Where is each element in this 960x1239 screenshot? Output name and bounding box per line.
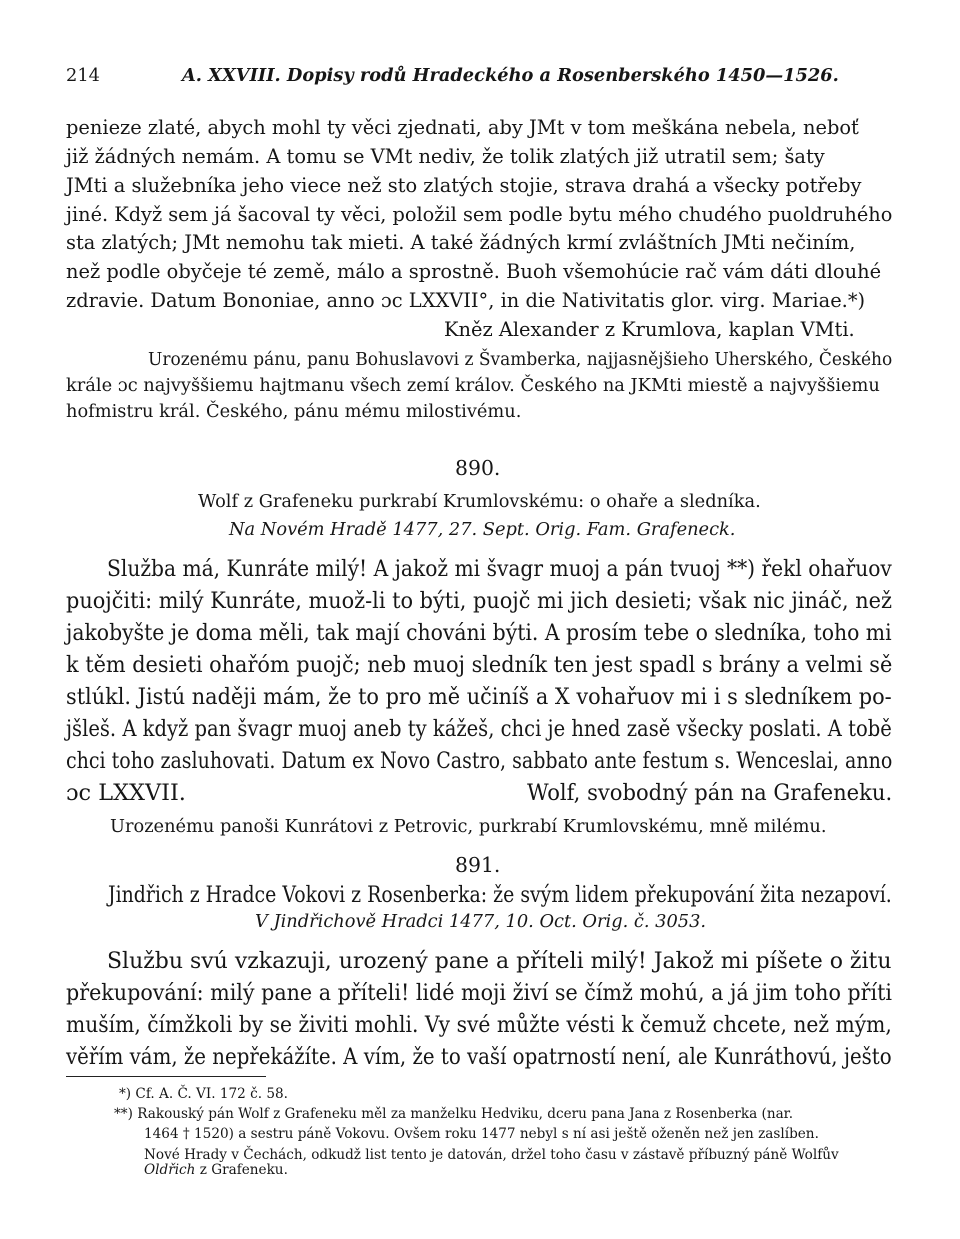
text-line: Službu svú vzkazuji, urozený pane a příteli milý! Jakož mi píšete o žitu xyxy=(107,948,892,974)
signature: Wolf, svobodný pán na Grafeneku. xyxy=(527,780,893,806)
text-line: jiné. Když sem já šacoval ty věci, položil sem podle bytu mého chudého puoldruhého xyxy=(66,203,893,226)
text-line: puojčiti: milý Kunráte, muož-li to býti, puojč mi jich desieti; však nic jináč, než xyxy=(66,588,892,614)
letter-number: 890. xyxy=(455,456,501,480)
footnote: **) Rakouský pán Wolf z Grafeneku měl za manželku Hedviku, dceru pana Jana z Rosenberka (nar. xyxy=(114,1106,794,1122)
text-line: překupování: milý pane a příteli! lidé moji živí se čímž mohú, a já jim toho příti xyxy=(66,980,893,1006)
footnote-last-line xyxy=(144,1164,288,1178)
text-line: stlúkl. Jistú naději mám, že to pro mě učiníš a X vohařuov mi i s sledníkem po- xyxy=(66,684,892,710)
address-line: krále ɔc najvyššiemu hajtmanu všech zemí králov. Českého na JKMti miestě a najvyššiemu xyxy=(66,375,880,396)
text-line: muším, čímžkoli by se živiti mohli. Vy své můžte vésti k čemuž chcete, než mým, xyxy=(66,1012,892,1038)
text-line: jakobyšte je doma měli, tak mají chováni býti. A prosím tebe o sledníka, toho mi xyxy=(66,620,892,646)
text-line: sta zlatých; JMt nemohu tak mieti. A také žádných krmí zvláštních JMti nečiním, xyxy=(66,231,856,254)
letter-source: V Jindřichově Hradci 1477, 10. Oct. Orig. č. 3053. xyxy=(255,911,707,932)
text-line: Služba má, Kunráte milý! A jakož mi švagr muoj a pán tvuoj **) řekl ohařuov xyxy=(107,556,892,582)
text-line: penieze zlaté, abych mohl ty věci zjednati, aby JMt v tom meškána nebela, neboť xyxy=(66,116,859,139)
text-line: k těm desieti ohařóm puojč; neb muoj sledník ten jest spadl s brány a velmi sě xyxy=(66,652,893,678)
text-line: JMti a služebníka jeho viece než sto zlatých stojie, strava drahá a všecky potřeby xyxy=(66,174,862,197)
signature: Kněz Alexander z Krumlova, kaplan VMti. xyxy=(444,318,855,341)
text-line: chci toho zasluhovati. Datum ex Novo Castro, sabbato ante festum s. Wenceslai, anno xyxy=(66,748,893,774)
page-number: 214 xyxy=(66,65,100,86)
letter-summary: Wolf z Grafeneku purkrabí Krumlovskému: o ohaře a sledníka. xyxy=(198,491,761,512)
footnote-text: z Grafeneku. xyxy=(199,1162,288,1178)
text-line: než podle obyčeje té země, málo a sprostně. Buoh všemohúcie rač vám dáti dlouhé xyxy=(66,260,882,283)
footnote: 1464 † 1520) a sestru páně Vokovu. Ovšem roku 1477 nebyl s ní asi ještě oženěn než jen zaslíben. xyxy=(144,1126,819,1142)
letter-summary: Jindřich z Hradce Vokovi z Rosenberka: že svým lidem překupování žita nezapoví. xyxy=(108,882,892,908)
letter-source: Na Novém Hradě 1477, 27. Sept. Orig. Fam. Grafeneck. xyxy=(229,519,736,540)
text-line: jšleš. A když pan švagr muoj aneb ty kážeš, chci je hned zasě všecky poslati. A tobě xyxy=(66,716,892,742)
address-line: Urozenému pánu, panu Bohuslavovi z Švamberka, najjasnějšieho Uherského, Českého xyxy=(148,349,893,370)
footnote: Nové Hrady v Čechách, odkudž list tento je datován, držel toho času v zástavě příbuzný páně Wolfův xyxy=(144,1147,839,1163)
text-line: věřím vám, že nepřekážíte. A vím, že to vaší opatrností není, ale Kunráthovú, ješto xyxy=(66,1044,892,1070)
address-line: Urozenému panoši Kunrátovi z Petrovic, purkrabí Krumlovskému, mně milému. xyxy=(110,816,827,837)
running-title: A. XXVIII. Dopisy rodů Hradeckého a Rosenberského 1450—1526. xyxy=(182,65,839,86)
footnote-name: Oldřich xyxy=(144,1162,196,1178)
address-line: hofmistru král. Českého, pánu mému milostivému. xyxy=(66,401,522,422)
letter-number: 891. xyxy=(455,853,501,877)
date-line: ɔc LXXVII. xyxy=(66,780,186,806)
text-line: zdravie. Datum Bononiae, anno ɔc LXXVII°, in die Nativitatis glor. virg. Mariae.*) xyxy=(66,289,866,312)
footnote: *) Cf. A. Č. VI. 172 č. 58. xyxy=(119,1086,288,1102)
text-line: již žádných nemám. A tomu se VMt nediv, že tolik zlatých již utratil sem; šaty xyxy=(66,145,825,168)
footnote-divider xyxy=(66,1076,266,1077)
